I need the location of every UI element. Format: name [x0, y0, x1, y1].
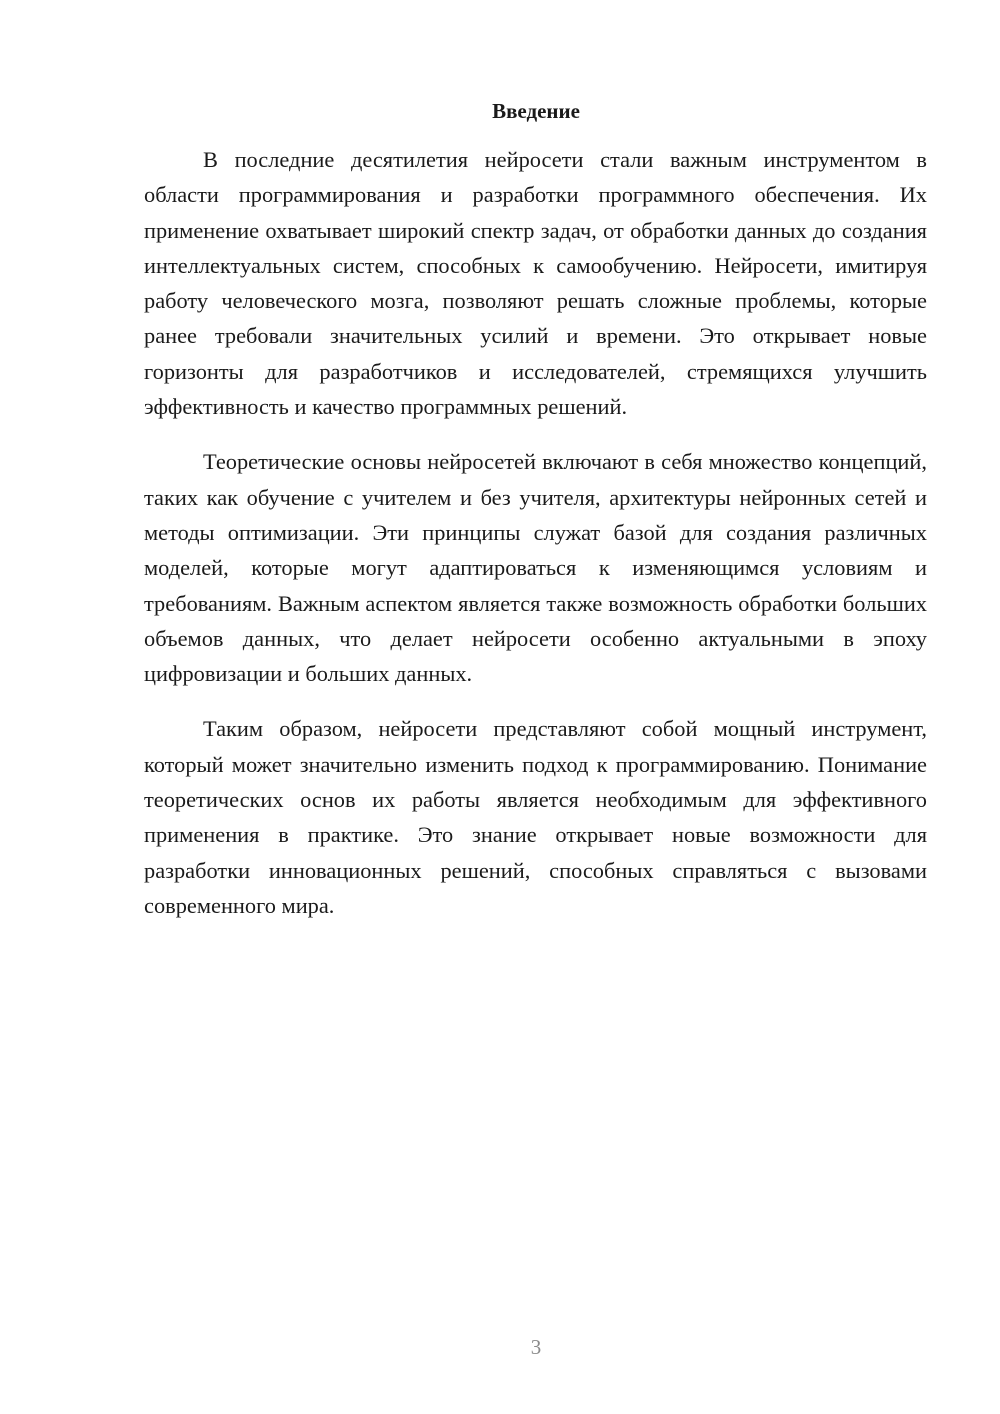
page-number: 3	[530, 1335, 542, 1359]
paragraph-2: Теоретические основы нейросетей включают в себя множество концепций, таких как обучение с учителем и без учителя, архитектуры нейронных сетей и методы оптимизации. Эти принципы служат базой для создания различных моделей, которые могут адаптироваться к изменяющимся условиям и требованиям. Важным аспектом является также возможность обработки больших объемов данных, что делает нейросети особенно актуальными в эпоху цифровизации и больших данных.	[144, 449, 927, 687]
paragraph-1: В последние десятилетия нейросети стали важным инструментом в области программирования и разработки программного обеспечения. Их применение охватывает широкий спектр задач, от обработки данных до создания интеллектуальных систем, способных к самообучению. Нейросети, имитируя работу человеческого мозга, позволяют решать сложные проблемы, которые ранее требовали значительных усилий и времени. Это открывает новые горизонты для разработчиков и исследователей, стремящихся улучшить эффективность и качество программных решений.	[144, 147, 927, 420]
body-text	[144, 142, 927, 943]
page-title: Введение	[492, 99, 580, 123]
paragraph-3: Таким образом, нейросети представляют собой мощный инструмент, который может значительно изменить подход к программированию. Понимание теоретических основ их работы является необходимым для эффективного применения в практике. Это знание открывает новые возможности для разработки инновационных решений, способных справляться с вызовами современного мира.	[144, 716, 927, 918]
